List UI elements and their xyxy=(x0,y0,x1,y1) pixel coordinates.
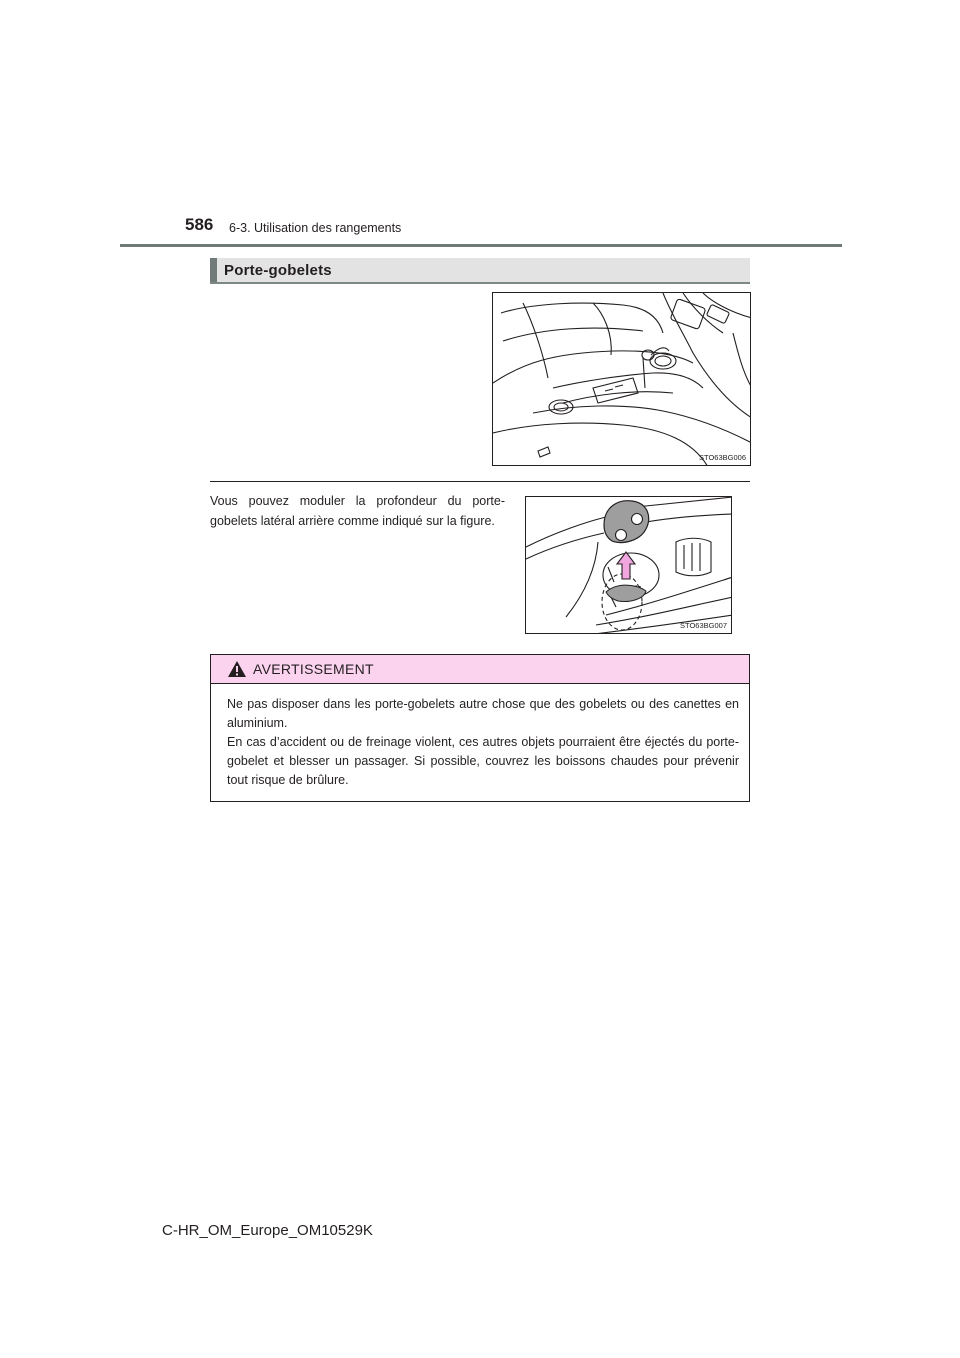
warning-body xyxy=(227,695,739,790)
warning-box xyxy=(210,654,750,802)
body-paragraph: Vous pouvez moduler la profondeur du porte-gobelets latéral arrière comme indiqué sur la figure. xyxy=(210,494,505,528)
separator-rule xyxy=(210,481,750,482)
depth-adjust-line-drawing xyxy=(526,497,732,634)
warning-header xyxy=(211,655,749,684)
cup-holder-depth-illustration xyxy=(525,496,732,634)
console-line-drawing xyxy=(493,293,751,466)
footer-document-code: C-HR_OM_Europe_OM10529K xyxy=(162,1222,373,1239)
running-head: 6-3. Utilisation des rangements xyxy=(229,221,402,235)
warning-paragraph: En cas d’accident ou de freinage violent, ces autres objets pourraient être éjectés du porte-gobelet et blesser un passager. Si possible, couvrez les boissons chaudes pour prévenir tout risque de brûlure. xyxy=(227,735,739,787)
figure-code: STO63BG007 xyxy=(680,621,727,630)
figure-code: STO63BG006 xyxy=(699,453,746,462)
section-heading-bar xyxy=(210,258,750,284)
section-title: Porte-gobelets xyxy=(224,262,332,279)
warning-title: AVERTISSEMENT xyxy=(253,661,374,677)
warning-paragraph: Ne pas disposer dans les porte-gobelets autre chose que des gobelets ou des canettes en aluminium. xyxy=(227,697,739,730)
cup-holder-illustration xyxy=(492,292,751,466)
section-accent xyxy=(210,258,217,282)
page-number: 586 xyxy=(185,215,214,234)
warning-triangle-icon xyxy=(227,660,247,678)
header-rule xyxy=(120,244,842,247)
